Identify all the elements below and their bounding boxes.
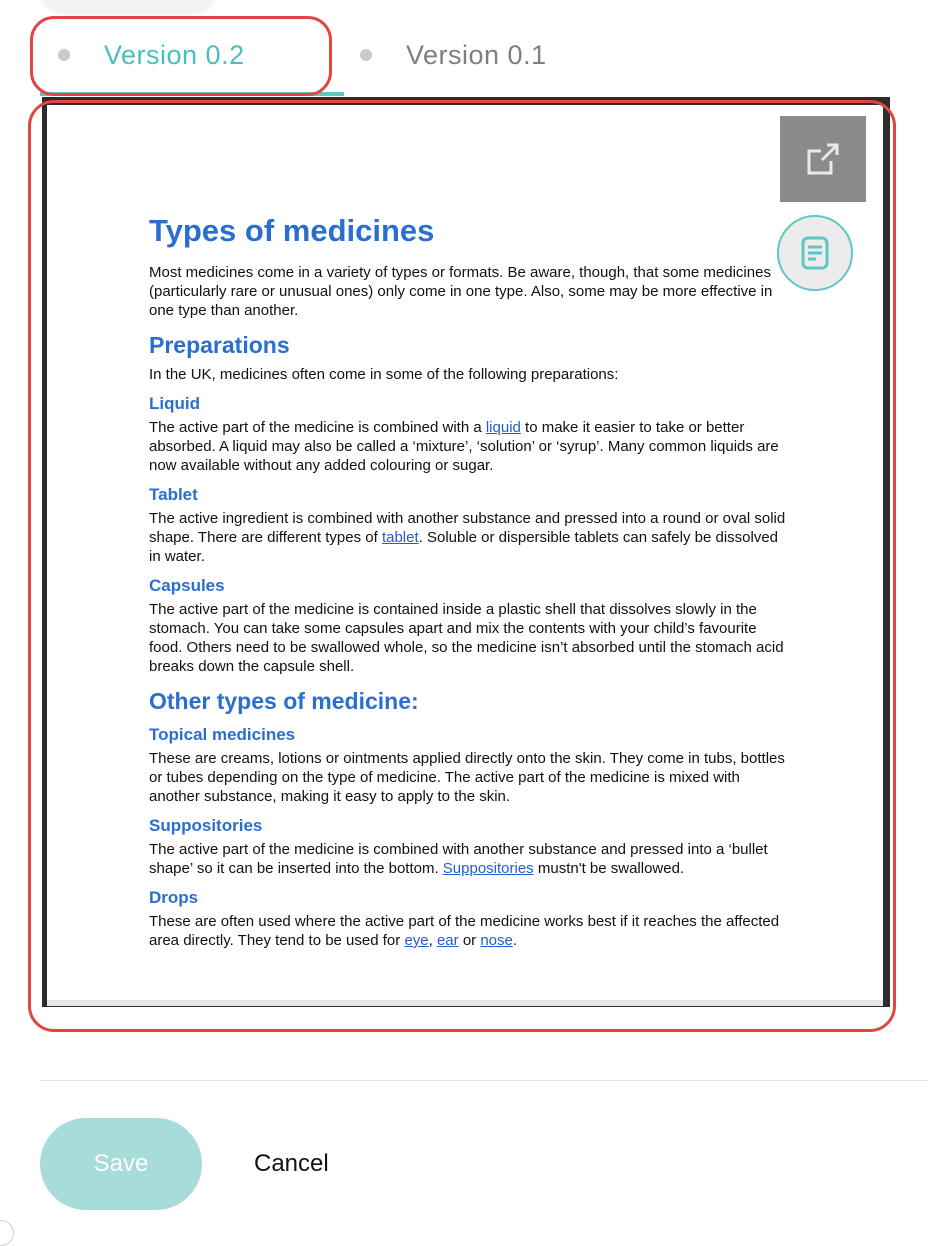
subheading-capsules: Capsules [149,576,225,595]
liquid-link[interactable]: liquid [485,419,521,436]
window-corner [0,1220,14,1246]
subheading-liquid: Liquid [149,394,200,413]
tablet-link[interactable]: tablet [381,529,419,546]
ear-link[interactable]: ear [436,932,459,949]
subheading-tablet: Tablet [149,485,198,504]
subheading-suppositories: Suppositories [149,816,263,835]
document-title: Types of medicines [149,213,435,248]
cancel-button[interactable]: Cancel [254,1146,329,1182]
section-heading-preparations: Preparations [149,332,290,358]
tablet-paragraph: The active ingredient is combined with another substance and pressed into a round or oval solid shape. There are different types of tablet. Soluble or dispersible tablets can safely be dissolved in water. [149,510,786,565]
suppositories-link[interactable]: Suppositories [442,860,534,877]
eye-link[interactable]: eye [404,932,429,949]
liquid-paragraph: The active part of the medicine is combined with a liquid to make it easier to take or better absorbed. A liquid may also be called a ‘mixture’, ‘solution’ or ‘syrup’. Many common liquids are now available without any added colouring or sugar. [149,419,779,474]
footer-divider [40,1080,928,1081]
tab-label: Version 0.2 [104,39,245,70]
tab-status-dot [360,49,372,61]
section-heading-other-types: Other types of medicine: [149,688,419,714]
tab-label: Version 0.1 [406,39,547,70]
preparations-intro: In the UK, medicines often come in some of the following preparations: [149,366,619,383]
suppositories-paragraph: The active part of the medicine is combined with another substance and pressed into a ‘bullet shape’ so it can be inserted into the bottom. Suppositories mustn't be swallowed. [149,841,768,877]
highlight-document-viewer [28,100,896,1032]
capsules-paragraph: The active part of the medicine is contained inside a plastic shell that dissolves slowly in the stomach. You can take some capsules apart and mix the contents with your child’s favourite food. Others need to be swallowed whole, so the medicine isn’t absorbed until the stomach acid breaks down the capsule shell. [149,601,784,675]
nose-link[interactable]: nose [480,932,513,949]
tab-version-0-1[interactable] [360,22,547,88]
intro-paragraph: Most medicines come in a variety of types or formats. Be aware, though, that some medicines (particularly rare or unusual ones) only come in one type. Also, some may be more effective in one type than another. [149,264,773,319]
subheading-topical: Topical medicines [149,725,296,744]
drops-paragraph: These are often used where the active part of the medicine works best if it reaches the affected area directly. They tend to be used for eye, ear or nose. [149,913,780,949]
subheading-drops: Drops [149,888,199,907]
highlight-active-tab [30,16,332,96]
save-button[interactable]: Save [40,1118,202,1210]
top-pill-button[interactable] [40,0,218,12]
topical-paragraph: These are creams, lotions or ointments applied directly onto the skin. They come in tubs, bottles or tubes depending on the type of medicine. The active part of the medicine is mixed with another substance, making it easy to apply to the skin. [149,750,785,805]
